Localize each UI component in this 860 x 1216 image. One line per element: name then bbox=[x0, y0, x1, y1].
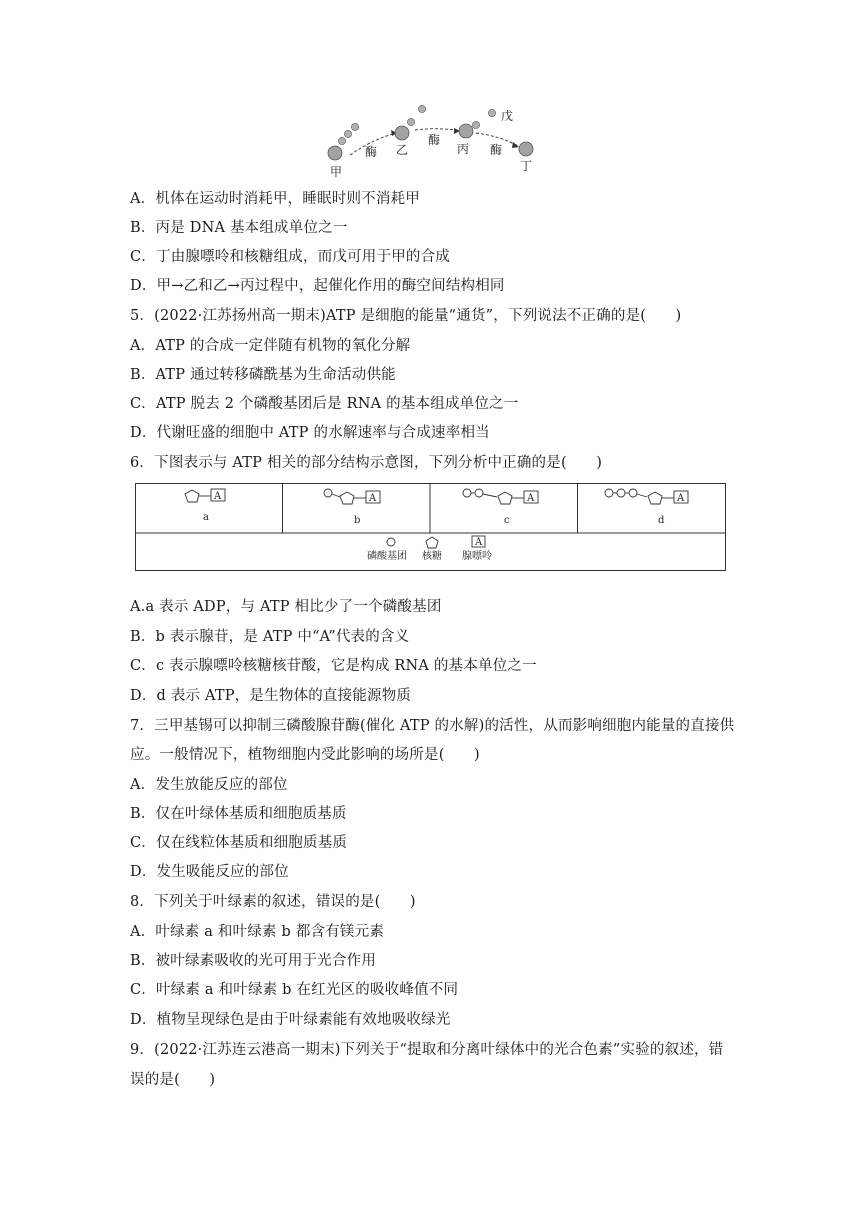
q5-stem: 5．(2022·江苏扬州高一期末)ATP 是细胞的能量“通货”，下列说法不正确的是( ) bbox=[130, 308, 682, 324]
yi-ball bbox=[395, 126, 409, 140]
jia-phosphate-2 bbox=[344, 130, 351, 137]
q8-option-d: D．植物呈现绿色是由于叶绿素能有效地吸收绿光 bbox=[130, 1012, 451, 1028]
q4-option-a: A．机体在运动时消耗甲，睡眠时则不消耗甲 bbox=[130, 191, 420, 207]
label-yi: 乙 bbox=[396, 143, 409, 157]
bing-ball bbox=[459, 124, 473, 138]
enzyme-label-3: 酶 bbox=[490, 143, 503, 157]
released-phosphate-1 bbox=[418, 105, 425, 112]
cell-d-adenine: A bbox=[677, 493, 685, 504]
cell-b-label: b bbox=[354, 515, 361, 526]
cell-a bbox=[185, 489, 225, 523]
cell-a-label: a bbox=[203, 512, 209, 523]
jia-phosphate-1 bbox=[338, 137, 345, 144]
q9-stem-line2: 误的是( ) bbox=[130, 1072, 216, 1088]
yi-phosphate bbox=[407, 118, 414, 125]
q6-option-b: B．b 表示腺苷，是 ATP 中“A”代表的含义 bbox=[130, 629, 410, 645]
wu-ball bbox=[488, 109, 495, 116]
q7-option-d: D．发生吸能反应的部位 bbox=[130, 864, 289, 880]
q4-option-b: B．丙是 DNA 基本组成单位之一 bbox=[130, 220, 348, 236]
q4-option-c: C．丁由腺嘌呤和核糖组成，而戊可用于甲的合成 bbox=[130, 249, 450, 265]
reaction-diagram bbox=[320, 100, 550, 180]
q5-option-b: B．ATP 通过转移磷酰基为生命活动供能 bbox=[130, 367, 396, 383]
q4-option-d: D．甲→乙和乙→丙过程中，起催化作用的酶空间结构相同 bbox=[130, 278, 505, 294]
q6-option-a: A.a 表示 ADP，与 ATP 相比少了一个磷酸基团 bbox=[130, 599, 442, 615]
q6-stem: 6．下图表示与 ATP 相关的部分结构示意图，下列分析中正确的是( ) bbox=[130, 455, 603, 471]
q8-option-b: B．被叶绿素吸收的光可用于光合作用 bbox=[130, 953, 377, 969]
cell-d-label: d bbox=[658, 515, 665, 526]
enzyme-label-1: 酶 bbox=[365, 145, 378, 159]
atp-structure-table bbox=[135, 483, 726, 571]
ding-ball bbox=[519, 142, 533, 156]
cell-d bbox=[605, 489, 688, 526]
jia-phosphate-3 bbox=[351, 123, 358, 130]
cell-c-label: c bbox=[504, 515, 510, 526]
q8-stem: 8．下列关于叶绿素的叙述，错误的是( ) bbox=[130, 894, 416, 910]
legend bbox=[367, 536, 492, 562]
legend-adenine: 腺嘌呤 bbox=[462, 551, 492, 562]
q8-option-a: A．叶绿素 a 和叶绿素 b 都含有镁元素 bbox=[130, 924, 385, 940]
cell-b-adenine: A bbox=[369, 493, 377, 504]
q5-option-d: D．代谢旺盛的细胞中 ATP 的水解速率与合成速率相当 bbox=[130, 425, 490, 441]
cell-b bbox=[324, 489, 380, 526]
q7-stem-line1: 7．三甲基锡可以抑制三磷酸腺苷酶(催化 ATP 的水解)的活性，从而影响细胞内能量的直接供 bbox=[130, 718, 735, 734]
released-phosphate-2 bbox=[472, 121, 479, 128]
q7-option-a: A．发生放能反应的部位 bbox=[130, 777, 288, 793]
q6-option-c: C．c 表示腺嘌呤核糖核苷酸，它是构成 RNA 的基本单位之一 bbox=[130, 658, 537, 674]
q5-option-a: A．ATP 的合成一定伴随有机物的氧化分解 bbox=[130, 338, 411, 354]
cell-c bbox=[463, 489, 538, 526]
q7-option-b: B．仅在叶绿体基质和细胞质基质 bbox=[130, 806, 347, 822]
q7-option-c: C．仅在线粒体基质和细胞质基质 bbox=[130, 835, 348, 851]
legend-adenine-symbol: A bbox=[475, 537, 483, 548]
label-jia: 甲 bbox=[330, 165, 343, 179]
jia-ball bbox=[328, 146, 342, 160]
cell-a-adenine: A bbox=[214, 491, 222, 502]
enzyme-label-2: 酶 bbox=[428, 133, 441, 147]
q6-option-d: D．d 表示 ATP，是生物体的直接能源物质 bbox=[130, 688, 412, 704]
label-bing: 丙 bbox=[457, 142, 470, 156]
q9-stem-line1: 9．(2022·江苏连云港高一期末)下列关于“提取和分离叶绿体中的光合色素”实验的叙述，错 bbox=[130, 1042, 724, 1058]
legend-ribose: 核糖 bbox=[422, 551, 442, 562]
label-wu: 戊 bbox=[501, 109, 514, 123]
q7-stem-line2: 应。一般情况下，植物细胞内受此影响的场所是( ) bbox=[130, 747, 480, 763]
label-ding: 丁 bbox=[520, 159, 533, 173]
q8-option-c: C．叶绿素 a 和叶绿素 b 在红光区的吸收峰值不同 bbox=[130, 982, 459, 998]
legend-phosphate: 磷酸基团 bbox=[367, 551, 407, 562]
q5-option-c: C．ATP 脱去 2 个磷酸基团后是 RNA 的基本组成单位之一 bbox=[130, 396, 519, 412]
cell-c-adenine: A bbox=[527, 493, 535, 504]
